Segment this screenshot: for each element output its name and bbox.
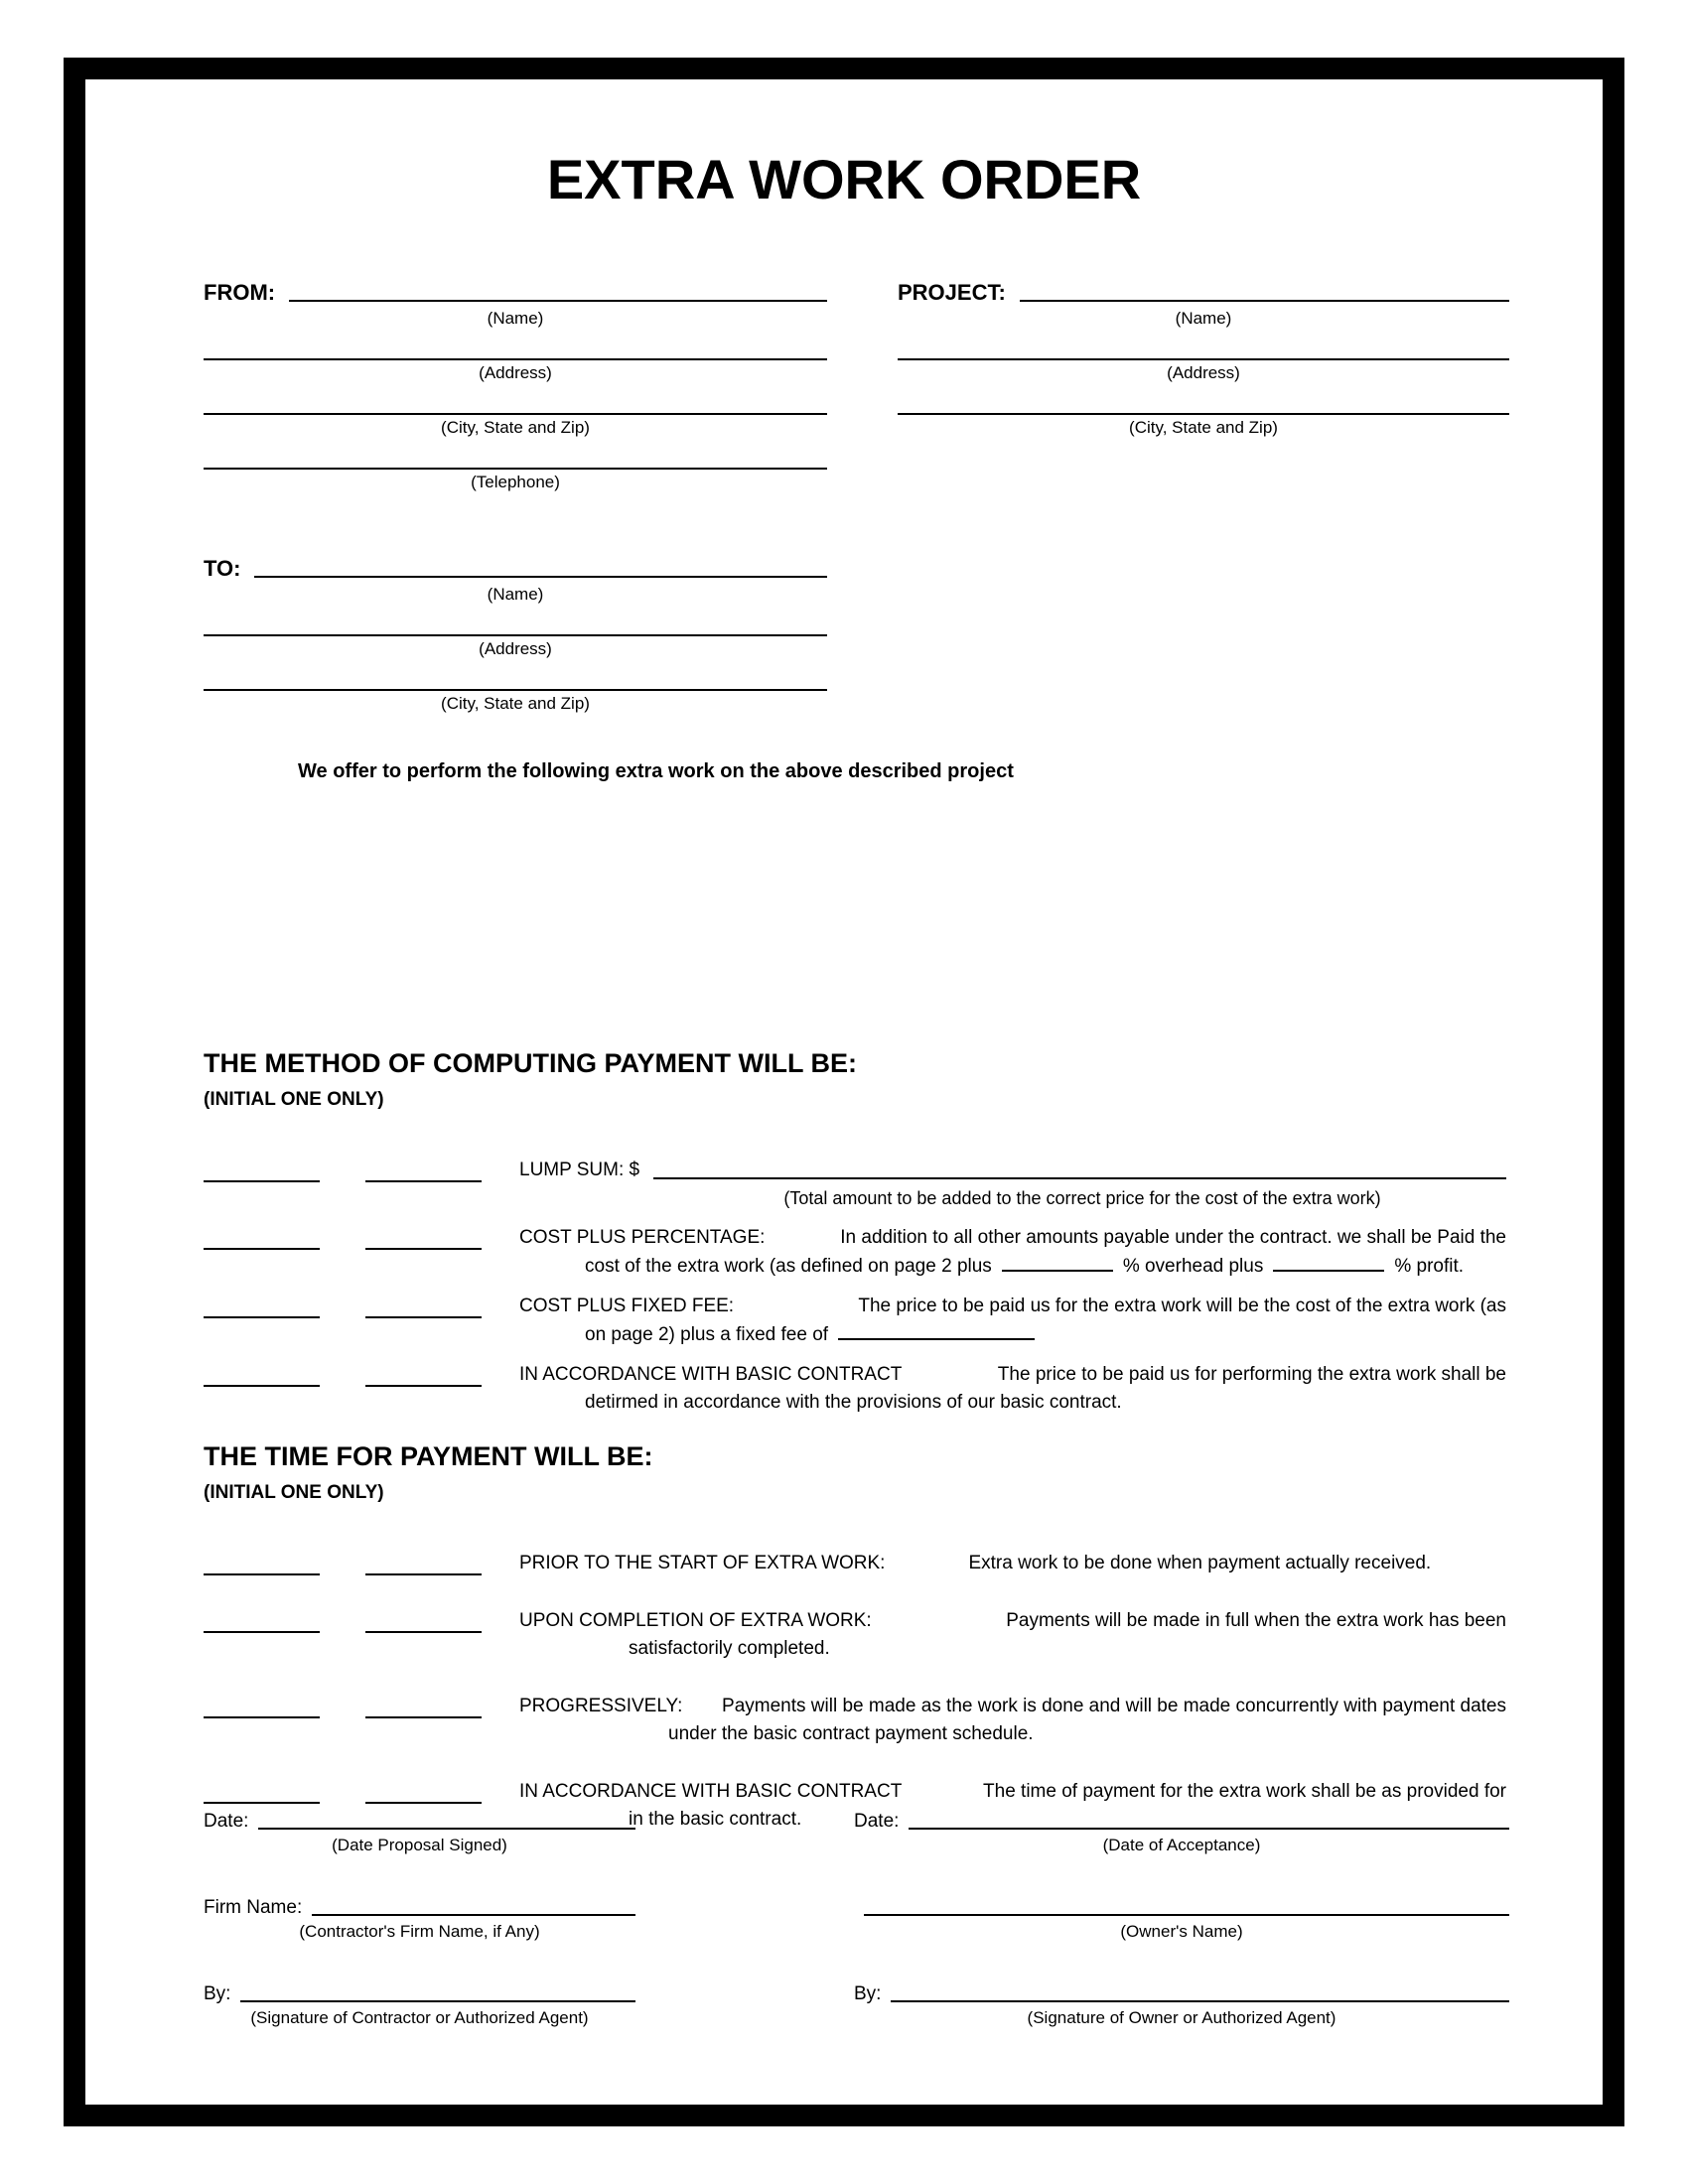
project-city-caption: (City, State and Zip) (1129, 418, 1278, 437)
cost-plus-percentage-text2: cost of the extra work (as defined on page 2 plus (585, 1256, 992, 1277)
project-name-caption: (Name) (1175, 309, 1232, 328)
time-heading: THE TIME FOR PAYMENT WILL BE: (204, 1441, 653, 1471)
lump-sum-amount-line[interactable] (653, 1177, 1506, 1179)
offer-statement: We offer to perform the following extra work on the above described project (298, 760, 1014, 782)
owner-date-line[interactable] (909, 1828, 1509, 1830)
initial-line[interactable] (204, 1550, 320, 1575)
from-address-caption: (Address) (479, 363, 552, 382)
method-heading: THE METHOD OF COMPUTING PAYMENT WILL BE: (204, 1048, 857, 1078)
to-label: TO: (204, 556, 241, 581)
initial-line[interactable] (204, 1693, 320, 1718)
time-basic-contract-text: The time of payment for the extra work shall be as provided for (983, 1781, 1506, 1802)
upon-completion-text2: satisfactorily completed. (629, 1638, 830, 1659)
from-name-caption: (Name) (487, 309, 544, 328)
upon-completion-label: UPON COMPLETION OF EXTRA WORK: (519, 1610, 872, 1631)
time-options (204, 1550, 1506, 1834)
initial-line[interactable] (365, 1607, 482, 1633)
owner-name-caption: (Owner's Name) (1120, 1922, 1243, 1941)
contractor-signature-block (204, 1807, 635, 2028)
initial-line[interactable] (204, 1778, 320, 1804)
owner-by-label: By: (854, 1983, 882, 2004)
to-address-caption: (Address) (479, 639, 552, 658)
project-row (898, 280, 1509, 306)
lump-sum-caption: (Total amount to be added to the correct price for the cost of the extra work) (783, 1188, 1381, 1208)
time-section (204, 1441, 1506, 1863)
owner-date-caption: (Date of Acceptance) (1102, 1836, 1261, 1854)
to-name-line[interactable] (254, 576, 827, 578)
from-city-caption: (City, State and Zip) (441, 418, 590, 437)
initial-lines (204, 1293, 519, 1318)
project-column (898, 280, 1509, 438)
initial-line[interactable] (365, 1778, 482, 1804)
upon-completion-text: Payments will be made in full when the extra work has been (1006, 1610, 1506, 1631)
profit-label: % profit. (1394, 1256, 1465, 1277)
prior-text: Extra work to be done when payment actually received. (968, 1553, 1432, 1573)
option-upon-completion (204, 1607, 1506, 1663)
progressively-label: PROGRESSIVELY: (519, 1696, 683, 1716)
from-row (204, 280, 827, 306)
to-city-caption: (City, State and Zip) (441, 694, 590, 713)
contractor-signature-line[interactable] (240, 2000, 635, 2002)
from-to-column (204, 280, 827, 714)
firm-name-label: Firm Name: (204, 1897, 303, 1918)
initial-line[interactable] (365, 1361, 482, 1387)
option-progressively (204, 1693, 1506, 1748)
to-row (204, 556, 827, 582)
owner-date-label: Date: (854, 1811, 900, 1832)
option-prior-to-start (204, 1550, 1506, 1577)
contractor-signature-caption: (Signature of Contractor or Authorized Agent) (250, 2008, 589, 2027)
contractor-date-label: Date: (204, 1811, 249, 1832)
initial-line[interactable] (365, 1550, 482, 1575)
initial-line[interactable] (365, 1157, 482, 1182)
overhead-label: % overhead plus (1122, 1256, 1264, 1277)
time-subheading: (INITIAL ONE ONLY) (204, 1482, 384, 1503)
signature-section (204, 1807, 1509, 2028)
contractor-date-line[interactable] (258, 1828, 635, 1830)
owner-signature-block (854, 1807, 1509, 2028)
overhead-percent-line[interactable] (1002, 1252, 1113, 1272)
project-label: PROJECT: (898, 280, 1006, 305)
option-cost-plus-percentage (204, 1224, 1506, 1281)
cost-plus-fixed-fee-text: The price to be paid us for the extra work will be the cost of the extra work (as (858, 1296, 1506, 1316)
initial-line[interactable] (365, 1293, 482, 1318)
to-name-caption: (Name) (487, 585, 544, 604)
initial-lines (204, 1693, 519, 1718)
fixed-fee-amount-line[interactable] (838, 1320, 1035, 1340)
initial-line[interactable] (365, 1693, 482, 1718)
owner-signature-caption: (Signature of Owner or Authorized Agent) (1027, 2008, 1336, 2027)
method-basic-contract-label: IN ACCORDANCE WITH BASIC CONTRACT (519, 1364, 903, 1385)
from-telephone-caption: (Telephone) (471, 473, 560, 491)
initial-lines (204, 1224, 519, 1250)
owner-name-line[interactable] (864, 1914, 1509, 1916)
option-lump-sum (204, 1157, 1506, 1212)
initial-line[interactable] (204, 1224, 320, 1250)
project-name-line[interactable] (1020, 300, 1509, 302)
time-basic-contract-text2: in the basic contract. (629, 1809, 802, 1830)
cost-plus-percentage-label: COST PLUS PERCENTAGE: (519, 1227, 766, 1248)
from-label: FROM: (204, 280, 276, 305)
cost-plus-fixed-fee-label: COST PLUS FIXED FEE: (519, 1296, 735, 1316)
initial-lines (204, 1607, 519, 1633)
cost-plus-percentage-text: In addition to all other amounts payable under the contract. we shall be Paid the (840, 1227, 1506, 1248)
prior-label: PRIOR TO THE START OF EXTRA WORK: (519, 1553, 886, 1573)
owner-signature-line[interactable] (891, 2000, 1509, 2002)
initial-line[interactable] (204, 1157, 320, 1182)
method-subheading: (INITIAL ONE ONLY) (204, 1089, 384, 1110)
from-name-line[interactable] (289, 300, 827, 302)
firm-name-caption: (Contractor's Firm Name, if Any) (299, 1922, 540, 1941)
method-section (204, 1048, 1506, 1429)
method-options (204, 1157, 1506, 1417)
method-basic-contract-text2: detirmed in accordance with the provisions of our basic contract. (585, 1392, 1122, 1413)
project-address-caption: (Address) (1167, 363, 1240, 382)
profit-percent-line[interactable] (1273, 1252, 1384, 1272)
lump-sum-label: LUMP SUM: $ (519, 1160, 640, 1180)
initial-lines (204, 1157, 519, 1182)
initial-line[interactable] (365, 1224, 482, 1250)
initial-line[interactable] (204, 1607, 320, 1633)
progressively-text2: under the basic contract payment schedule. (668, 1723, 1034, 1744)
form-title: EXTRA WORK ORDER (546, 148, 1142, 210)
progressively-text: Payments will be made as the work is done and will be made concurrently with payment dates (722, 1696, 1506, 1716)
option-method-basic-contract (204, 1361, 1506, 1417)
initial-line[interactable] (204, 1293, 320, 1318)
initial-lines (204, 1778, 519, 1804)
initial-lines (204, 1550, 519, 1575)
contractor-by-label: By: (204, 1983, 231, 2004)
contractor-date-caption: (Date Proposal Signed) (332, 1836, 507, 1854)
initial-lines (204, 1361, 519, 1387)
time-basic-contract-label: IN ACCORDANCE WITH BASIC CONTRACT (519, 1781, 903, 1802)
method-basic-contract-text: The price to be paid us for performing the extra work shall be (997, 1364, 1506, 1385)
cost-plus-fixed-fee-text2: on page 2) plus a fixed fee of (585, 1324, 829, 1345)
initial-line[interactable] (204, 1361, 320, 1387)
firm-name-line[interactable] (312, 1914, 635, 1916)
option-cost-plus-fixed-fee (204, 1293, 1506, 1349)
